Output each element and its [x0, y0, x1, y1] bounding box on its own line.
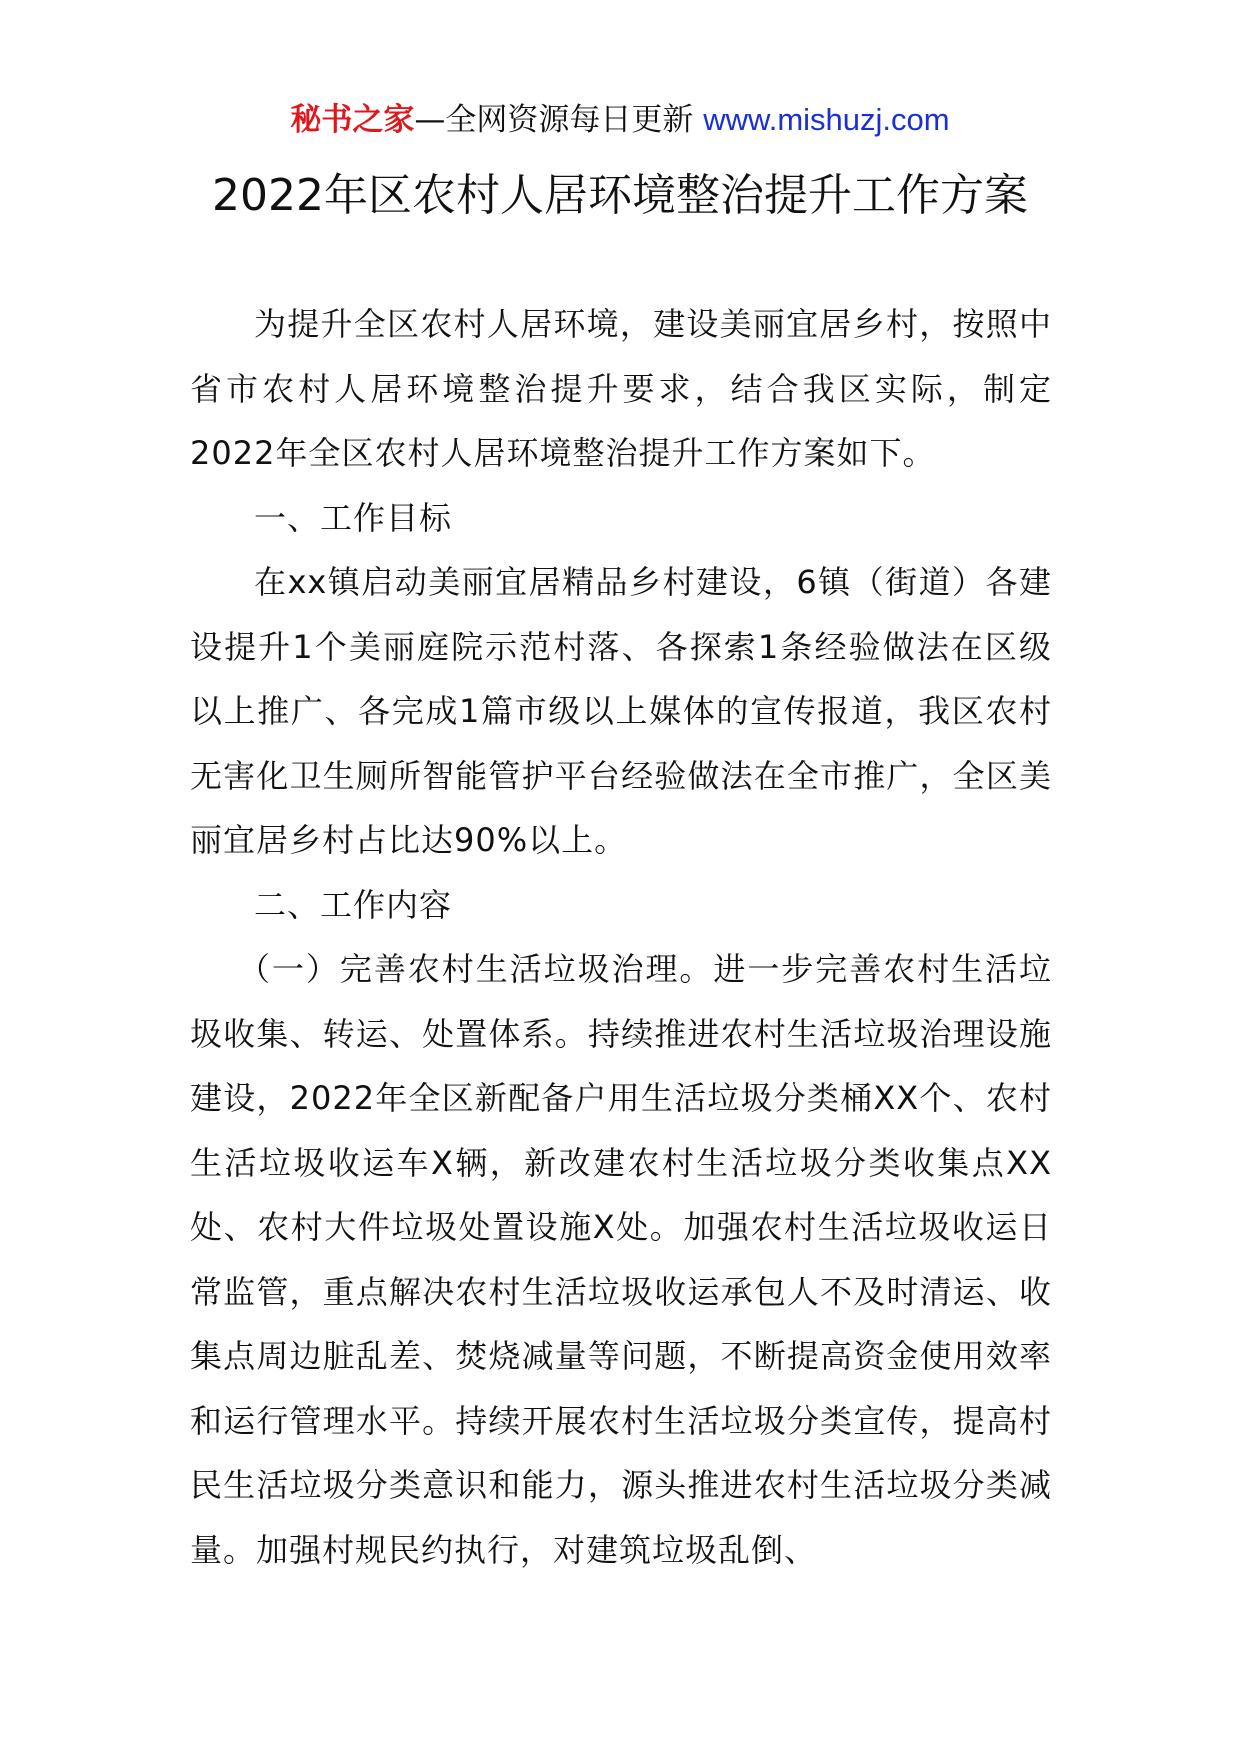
- banner-brand: 秘书之家: [290, 102, 415, 138]
- content-item-1-paragraph: （一）完善农村生活垃圾治理。进一步完善农村生活垃圾收集、转运、处置体系。持续推进农村生活垃圾治理设施建设，2022年全区新配备户用生活垃圾分类桶XX个、农村生活垃圾收运车X辆，新改建农村生活垃圾分类收集点XX处、农村大件垃圾处置设施X处。加强农村生活垃圾收运日常监管，重点解决农村生活垃圾收运承包人不及时清运、收集点周边脏乱差、焚烧减量等问题，不断提高资金使用效率和运行管理水平。持续开展农村生活垃圾分类宣传，提高村民生活垃圾分类意识和能力，源头推进农村生活垃圾分类减量。加强村规民约执行，对建筑垃圾乱倒、: [190, 950, 1052, 1569]
- goals-paragraph: 在xx镇启动美丽宜居精品乡村建设，6镇（街道）各建设提升1个美丽庭院示范村落、各探索1条经验做法在区级以上推广、各完成1篇市级以上媒体的宣传报道，我区农村无害化卫生厕所智能管护平台经验做法在全市推广，全区美丽宜居乡村占比达90%以上。: [190, 563, 1052, 859]
- section-heading-content: 二、工作内容: [254, 885, 453, 924]
- site-banner: [0, 100, 1240, 140]
- intro-paragraph: 为提升全区农村人居环境，建设美丽宜居乡村，按照中省市农村人居环境整治提升要求，结合我区实际，制定2022年全区农村人居环境整治提升工作方案如下。: [190, 305, 1052, 472]
- document-title: 2022年区农村人居环境整治提升工作方案: [212, 170, 1028, 221]
- section-heading-goals: 一、工作目标: [254, 498, 453, 537]
- banner-url-link[interactable]: www.mishuzj.com: [703, 102, 950, 137]
- document-body: [190, 292, 1052, 1582]
- banner-slogan: —全网资源每日更新: [414, 102, 704, 138]
